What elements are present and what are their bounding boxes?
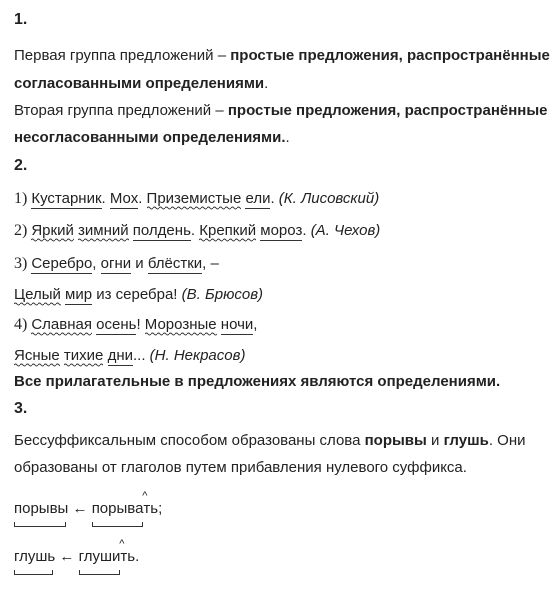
morph-word bbox=[91, 490, 148, 519]
group-2-line-1 bbox=[14, 101, 548, 121]
text: из серебра! bbox=[92, 286, 182, 303]
subject-word: мир bbox=[65, 286, 93, 303]
punct: . bbox=[302, 222, 311, 239]
section-3-number: 3. bbox=[14, 400, 28, 417]
word: порыва bbox=[91, 500, 144, 517]
attribute-word: Приземистые bbox=[147, 190, 242, 210]
sentence-3 bbox=[14, 254, 219, 274]
text: . bbox=[264, 75, 269, 92]
ending: ть; bbox=[143, 500, 163, 517]
subject-word: блёстки bbox=[147, 255, 203, 272]
word: глушь bbox=[14, 548, 56, 565]
author: (В. Брюсов) bbox=[181, 286, 264, 303]
text: . bbox=[285, 129, 290, 146]
text: Первая группа предложений – bbox=[14, 47, 231, 64]
derivation-2 bbox=[14, 538, 140, 567]
attribute-word: Славная bbox=[31, 316, 92, 336]
sentence-1 bbox=[14, 189, 379, 209]
space bbox=[103, 347, 107, 364]
subject-word: ночи bbox=[220, 316, 254, 333]
punct: , bbox=[253, 316, 258, 333]
sentence-2 bbox=[14, 221, 380, 241]
text: и bbox=[426, 432, 444, 449]
author: (Н. Некрасов) bbox=[149, 347, 246, 364]
attribute-word: Целый bbox=[14, 286, 61, 306]
attribute-word: Яркий bbox=[31, 222, 74, 242]
morph-word bbox=[78, 538, 125, 567]
group-1-line-1 bbox=[14, 46, 550, 66]
attribute-word: зимний bbox=[78, 222, 129, 242]
author: (А. Чехов) bbox=[310, 222, 381, 239]
arrow: ← bbox=[68, 500, 92, 517]
subject-word: огни bbox=[100, 255, 132, 272]
section-2-number: 2. bbox=[14, 157, 28, 174]
subject-word: осень bbox=[96, 316, 137, 333]
arrow: ← bbox=[55, 548, 79, 565]
paragraph-line-1 bbox=[14, 431, 526, 451]
subject-word: мороз bbox=[260, 222, 303, 239]
attribute-word: Ясные bbox=[14, 347, 60, 367]
morph-word bbox=[14, 499, 68, 519]
derivation-1 bbox=[14, 490, 163, 519]
paragraph-line-2: образованы от глаголов путем прибавления нулевого суффикса. bbox=[14, 459, 467, 476]
sentence-4-cont bbox=[14, 346, 245, 366]
author: (К. Лисовский) bbox=[278, 190, 380, 207]
morph-word bbox=[14, 547, 55, 567]
bold-text: простые предложения, распространённые bbox=[227, 102, 548, 119]
text: . Они bbox=[488, 432, 526, 449]
punct: . bbox=[270, 190, 279, 207]
subject-word: дни bbox=[107, 347, 133, 364]
subject-word: Мох bbox=[109, 190, 139, 207]
conclusion: Все прилагательные в предложениях являются определениями. bbox=[14, 373, 501, 390]
stem-bracket bbox=[14, 570, 53, 575]
stem-bracket bbox=[92, 522, 144, 527]
punct: и bbox=[131, 255, 148, 272]
bold-word: порывы bbox=[364, 432, 427, 449]
subject-word: Кустарник bbox=[31, 190, 102, 207]
stem-bracket bbox=[79, 570, 121, 575]
item-number: 4) bbox=[14, 316, 32, 333]
sentence-4 bbox=[14, 315, 257, 335]
subject-word: ели bbox=[245, 190, 271, 207]
attribute-word: Крепкий bbox=[199, 222, 256, 242]
punct: . bbox=[190, 222, 200, 239]
group-2-line-2 bbox=[14, 128, 290, 148]
zero-suffix-mark: ^ bbox=[119, 538, 125, 550]
section-1-number: 1. bbox=[14, 11, 28, 28]
item-number: 2) bbox=[14, 222, 32, 239]
attribute-word: Морозные bbox=[145, 316, 217, 336]
punct: . bbox=[138, 190, 147, 207]
item-number: 1) bbox=[14, 190, 32, 207]
word: глуши bbox=[78, 548, 121, 565]
bold-text: простые предложения, распространённые bbox=[230, 47, 550, 64]
stem-bracket bbox=[14, 522, 66, 527]
text: Вторая группа предложений – bbox=[14, 102, 228, 119]
zero-suffix-mark: ^ bbox=[142, 490, 148, 502]
punct: ! bbox=[136, 316, 145, 333]
punct: . bbox=[101, 190, 110, 207]
punct: , bbox=[92, 255, 101, 272]
text: Бессуффиксальным способом образованы слова bbox=[14, 432, 365, 449]
item-number: 3) bbox=[14, 255, 32, 272]
bold-word: глушь bbox=[443, 432, 489, 449]
bold-text: согласованными определениями bbox=[14, 75, 265, 92]
bold-text: несогласованными определениями. bbox=[14, 129, 286, 146]
word: порывы bbox=[14, 500, 69, 517]
text: ... bbox=[133, 347, 150, 364]
punct: , – bbox=[202, 255, 219, 272]
attribute-word: тихие bbox=[64, 347, 103, 367]
group-1-line-2 bbox=[14, 74, 268, 94]
subject-word: Серебро bbox=[31, 255, 93, 272]
sentence-3-cont bbox=[14, 285, 263, 305]
ending: ть. bbox=[120, 548, 140, 565]
subject-word: полдень bbox=[132, 222, 191, 239]
